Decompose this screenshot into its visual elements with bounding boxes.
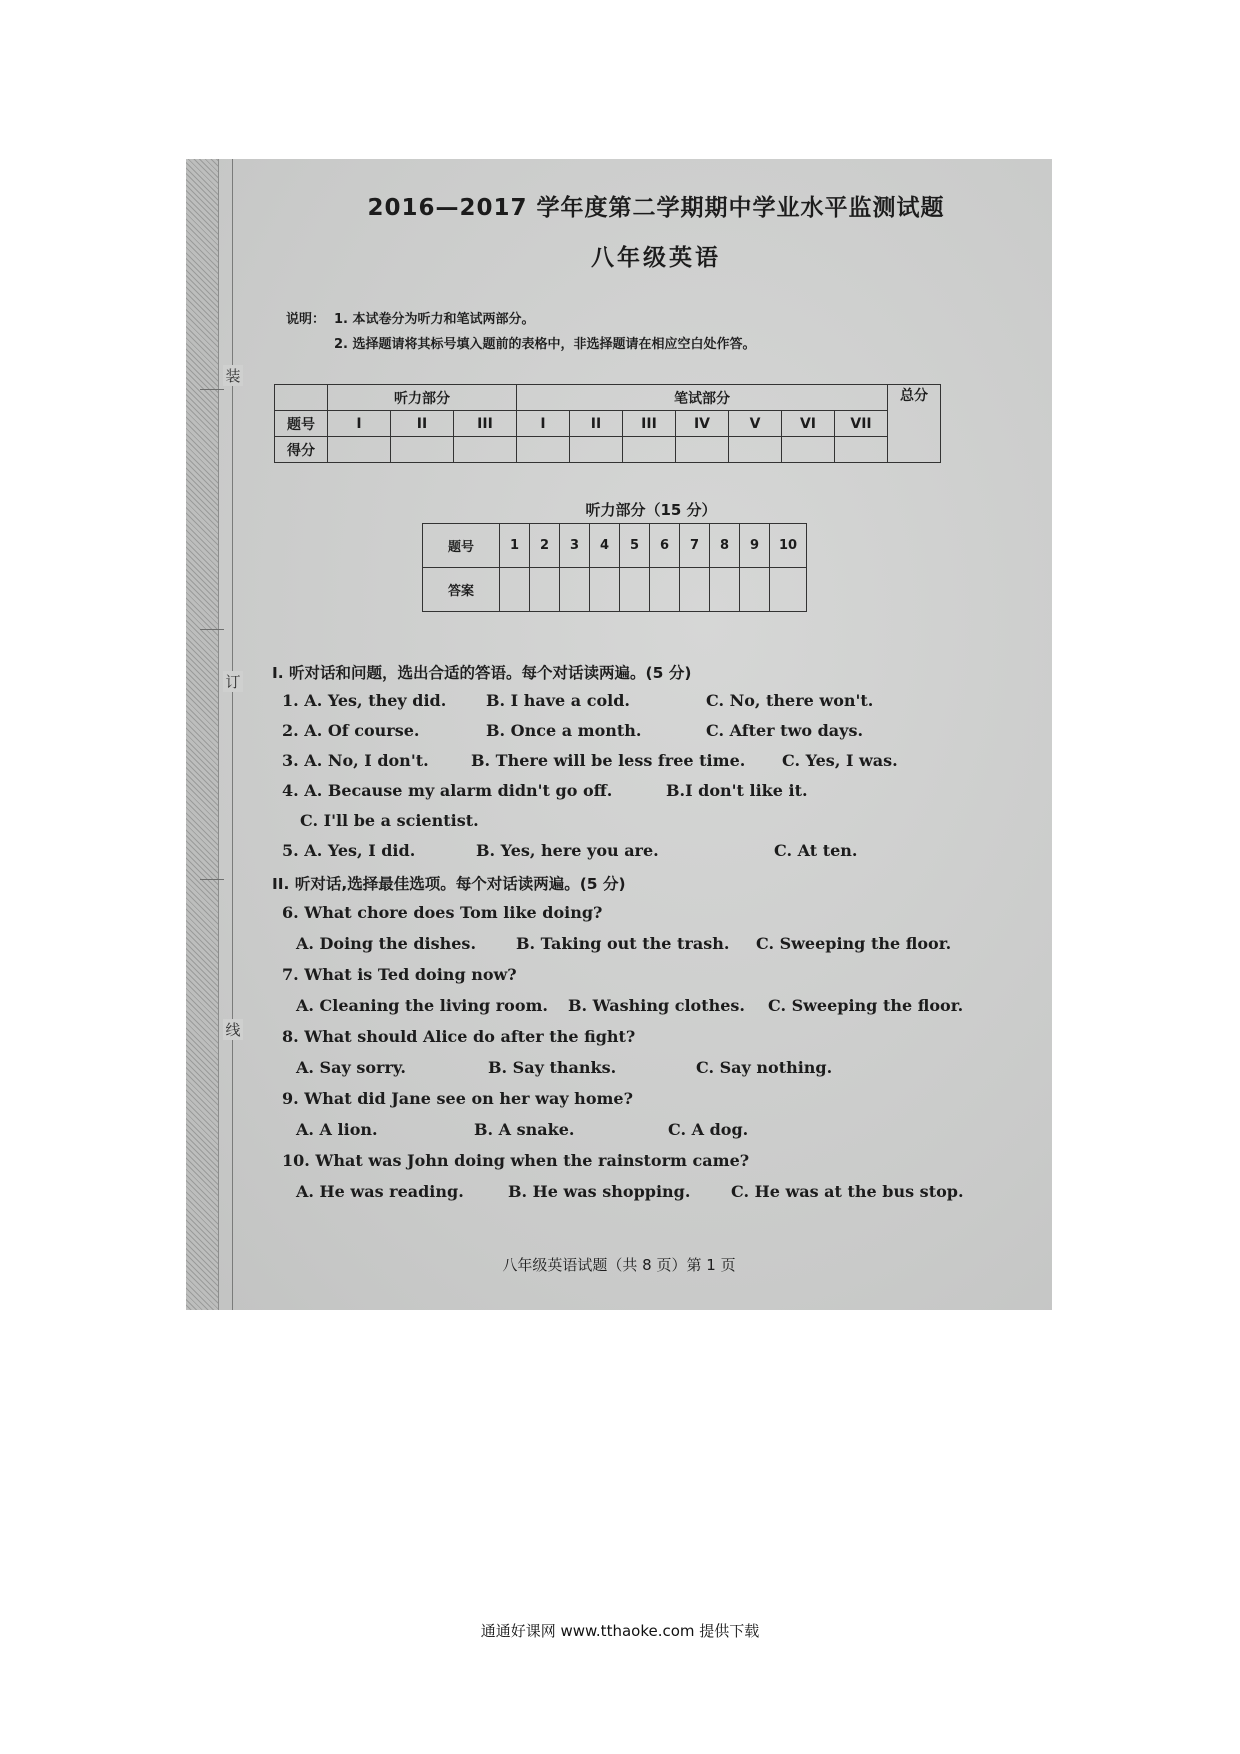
exam-title: 2016—2017 学年度第二学期期中学业水平监测试题 bbox=[367, 195, 945, 221]
section-2-heading: II. 听对话,选择最佳选项。每个对话读两遍。(5 分) bbox=[272, 875, 626, 893]
score-col: II bbox=[391, 411, 454, 437]
option-b: B. Say thanks. bbox=[488, 1058, 617, 1077]
option-b: B. He was shopping. bbox=[508, 1182, 691, 1201]
question-stem: 10. What was John doing when the rainstorm came? bbox=[282, 1151, 750, 1170]
option-c: C. Sweeping the floor. bbox=[768, 996, 964, 1015]
option-c: C. Yes, I was. bbox=[782, 751, 898, 770]
score-col: II bbox=[570, 411, 623, 437]
answer-cell bbox=[710, 568, 740, 612]
note-item: 1. 本试卷分为听力和笔试两部分。 bbox=[334, 312, 535, 327]
option-a: A. He was reading. bbox=[296, 1182, 464, 1201]
option-c: C. He was at the bus stop. bbox=[731, 1182, 964, 1201]
answer-cell bbox=[680, 568, 710, 612]
answer-num: 7 bbox=[680, 524, 710, 568]
notes-label: 说明： bbox=[286, 312, 326, 327]
page-footer: 八年级英语试题（共 8 页）第 1 页 bbox=[502, 1256, 736, 1274]
option-c: C. Sweeping the floor. bbox=[756, 934, 952, 953]
score-table bbox=[274, 384, 941, 463]
binding-tick bbox=[200, 879, 224, 880]
answer-cell bbox=[740, 568, 770, 612]
score-col: VII bbox=[835, 411, 888, 437]
score-cell bbox=[676, 437, 729, 463]
score-cell bbox=[517, 437, 570, 463]
answer-num: 10 bbox=[770, 524, 807, 568]
exam-photo bbox=[186, 159, 1052, 1310]
score-col: IV bbox=[676, 411, 729, 437]
score-cell bbox=[623, 437, 676, 463]
score-col: III bbox=[623, 411, 676, 437]
site-credit: 通通好课网 www.tthaoke.com 提供下载 bbox=[480, 1622, 760, 1640]
option-c: C. At ten. bbox=[774, 841, 858, 860]
row-label: 题号 bbox=[423, 524, 500, 568]
option-b: B. Once a month. bbox=[486, 721, 642, 740]
question-stem: 7. What is Ted doing now? bbox=[282, 965, 517, 984]
option-b: B. A snake. bbox=[474, 1120, 575, 1139]
binding-margin bbox=[186, 159, 219, 1310]
option-a: A. Say sorry. bbox=[296, 1058, 406, 1077]
option-c: C. A dog. bbox=[668, 1120, 749, 1139]
answer-cell bbox=[560, 568, 590, 612]
option-a: A. A lion. bbox=[296, 1120, 378, 1139]
answer-num: 6 bbox=[650, 524, 680, 568]
question-stem: 6. What chore does Tom like doing? bbox=[282, 903, 603, 922]
row-label: 得分 bbox=[275, 437, 328, 463]
answer-cell bbox=[500, 568, 530, 612]
score-col: I bbox=[328, 411, 391, 437]
answer-num: 5 bbox=[620, 524, 650, 568]
total-header: 总分 bbox=[888, 385, 941, 463]
answer-cell bbox=[650, 568, 680, 612]
binding-tick bbox=[200, 629, 224, 630]
section-1-heading: I. 听对话和问题，选出合适的答语。每个对话读两遍。(5 分) bbox=[272, 664, 692, 682]
answer-num: 4 bbox=[590, 524, 620, 568]
writing-part-header: 笔试部分 bbox=[517, 385, 888, 411]
option-b: B. There will be less free time. bbox=[471, 751, 746, 770]
option-b: B. I have a cold. bbox=[486, 691, 630, 710]
answer-num: 8 bbox=[710, 524, 740, 568]
listening-title: 听力部分（15 分） bbox=[585, 501, 717, 519]
score-cell bbox=[782, 437, 835, 463]
option-a: A. Doing the dishes. bbox=[296, 934, 477, 953]
option-a: 3. A. No, I don't. bbox=[282, 751, 429, 770]
score-table-corner bbox=[275, 385, 328, 411]
option-c: C. I'll be a scientist. bbox=[300, 811, 479, 830]
score-cell bbox=[729, 437, 782, 463]
score-col: III bbox=[454, 411, 517, 437]
option-c: C. Say nothing. bbox=[696, 1058, 833, 1077]
listening-part-header: 听力部分 bbox=[328, 385, 517, 411]
row-label: 题号 bbox=[275, 411, 328, 437]
option-b: B.I don't like it. bbox=[666, 781, 808, 800]
answer-cell bbox=[530, 568, 560, 612]
score-cell bbox=[835, 437, 888, 463]
score-col: VI bbox=[782, 411, 835, 437]
score-col: I bbox=[517, 411, 570, 437]
binding-char-xian: 线 bbox=[223, 1019, 243, 1040]
score-cell bbox=[328, 437, 391, 463]
binding-line bbox=[232, 159, 233, 1310]
note-item: 2. 选择题请将其标号填入题前的表格中，非选择题请在相应空白处作答。 bbox=[334, 337, 756, 352]
exam-notes bbox=[286, 307, 756, 357]
answer-num: 1 bbox=[500, 524, 530, 568]
answer-num: 9 bbox=[740, 524, 770, 568]
option-a: 1. A. Yes, they did. bbox=[282, 691, 447, 710]
answer-num: 3 bbox=[560, 524, 590, 568]
answer-table bbox=[422, 523, 807, 612]
score-cell bbox=[570, 437, 623, 463]
question-stem: 8. What should Alice do after the fight? bbox=[282, 1027, 636, 1046]
binding-tick bbox=[200, 389, 224, 390]
option-b: B. Taking out the trash. bbox=[516, 934, 730, 953]
answer-cell bbox=[620, 568, 650, 612]
binding-char-ding: 订 bbox=[223, 671, 243, 692]
binding-char-zhuang: 装 bbox=[223, 365, 243, 386]
option-a: 4. A. Because my alarm didn't go off. bbox=[282, 781, 613, 800]
row-label: 答案 bbox=[423, 568, 500, 612]
option-b: B. Washing clothes. bbox=[568, 996, 745, 1015]
option-c: C. No, there won't. bbox=[706, 691, 874, 710]
question-stem: 9. What did Jane see on her way home? bbox=[282, 1089, 633, 1108]
score-cell bbox=[454, 437, 517, 463]
answer-cell bbox=[590, 568, 620, 612]
answer-cell bbox=[770, 568, 807, 612]
exam-subtitle: 八年级英语 bbox=[591, 245, 721, 271]
score-col: V bbox=[729, 411, 782, 437]
score-cell bbox=[391, 437, 454, 463]
option-b: B. Yes, here you are. bbox=[476, 841, 659, 860]
option-a: 2. A. Of course. bbox=[282, 721, 420, 740]
option-c: C. After two days. bbox=[706, 721, 864, 740]
option-a: 5. A. Yes, I did. bbox=[282, 841, 416, 860]
answer-num: 2 bbox=[530, 524, 560, 568]
option-a: A. Cleaning the living room. bbox=[296, 996, 548, 1015]
